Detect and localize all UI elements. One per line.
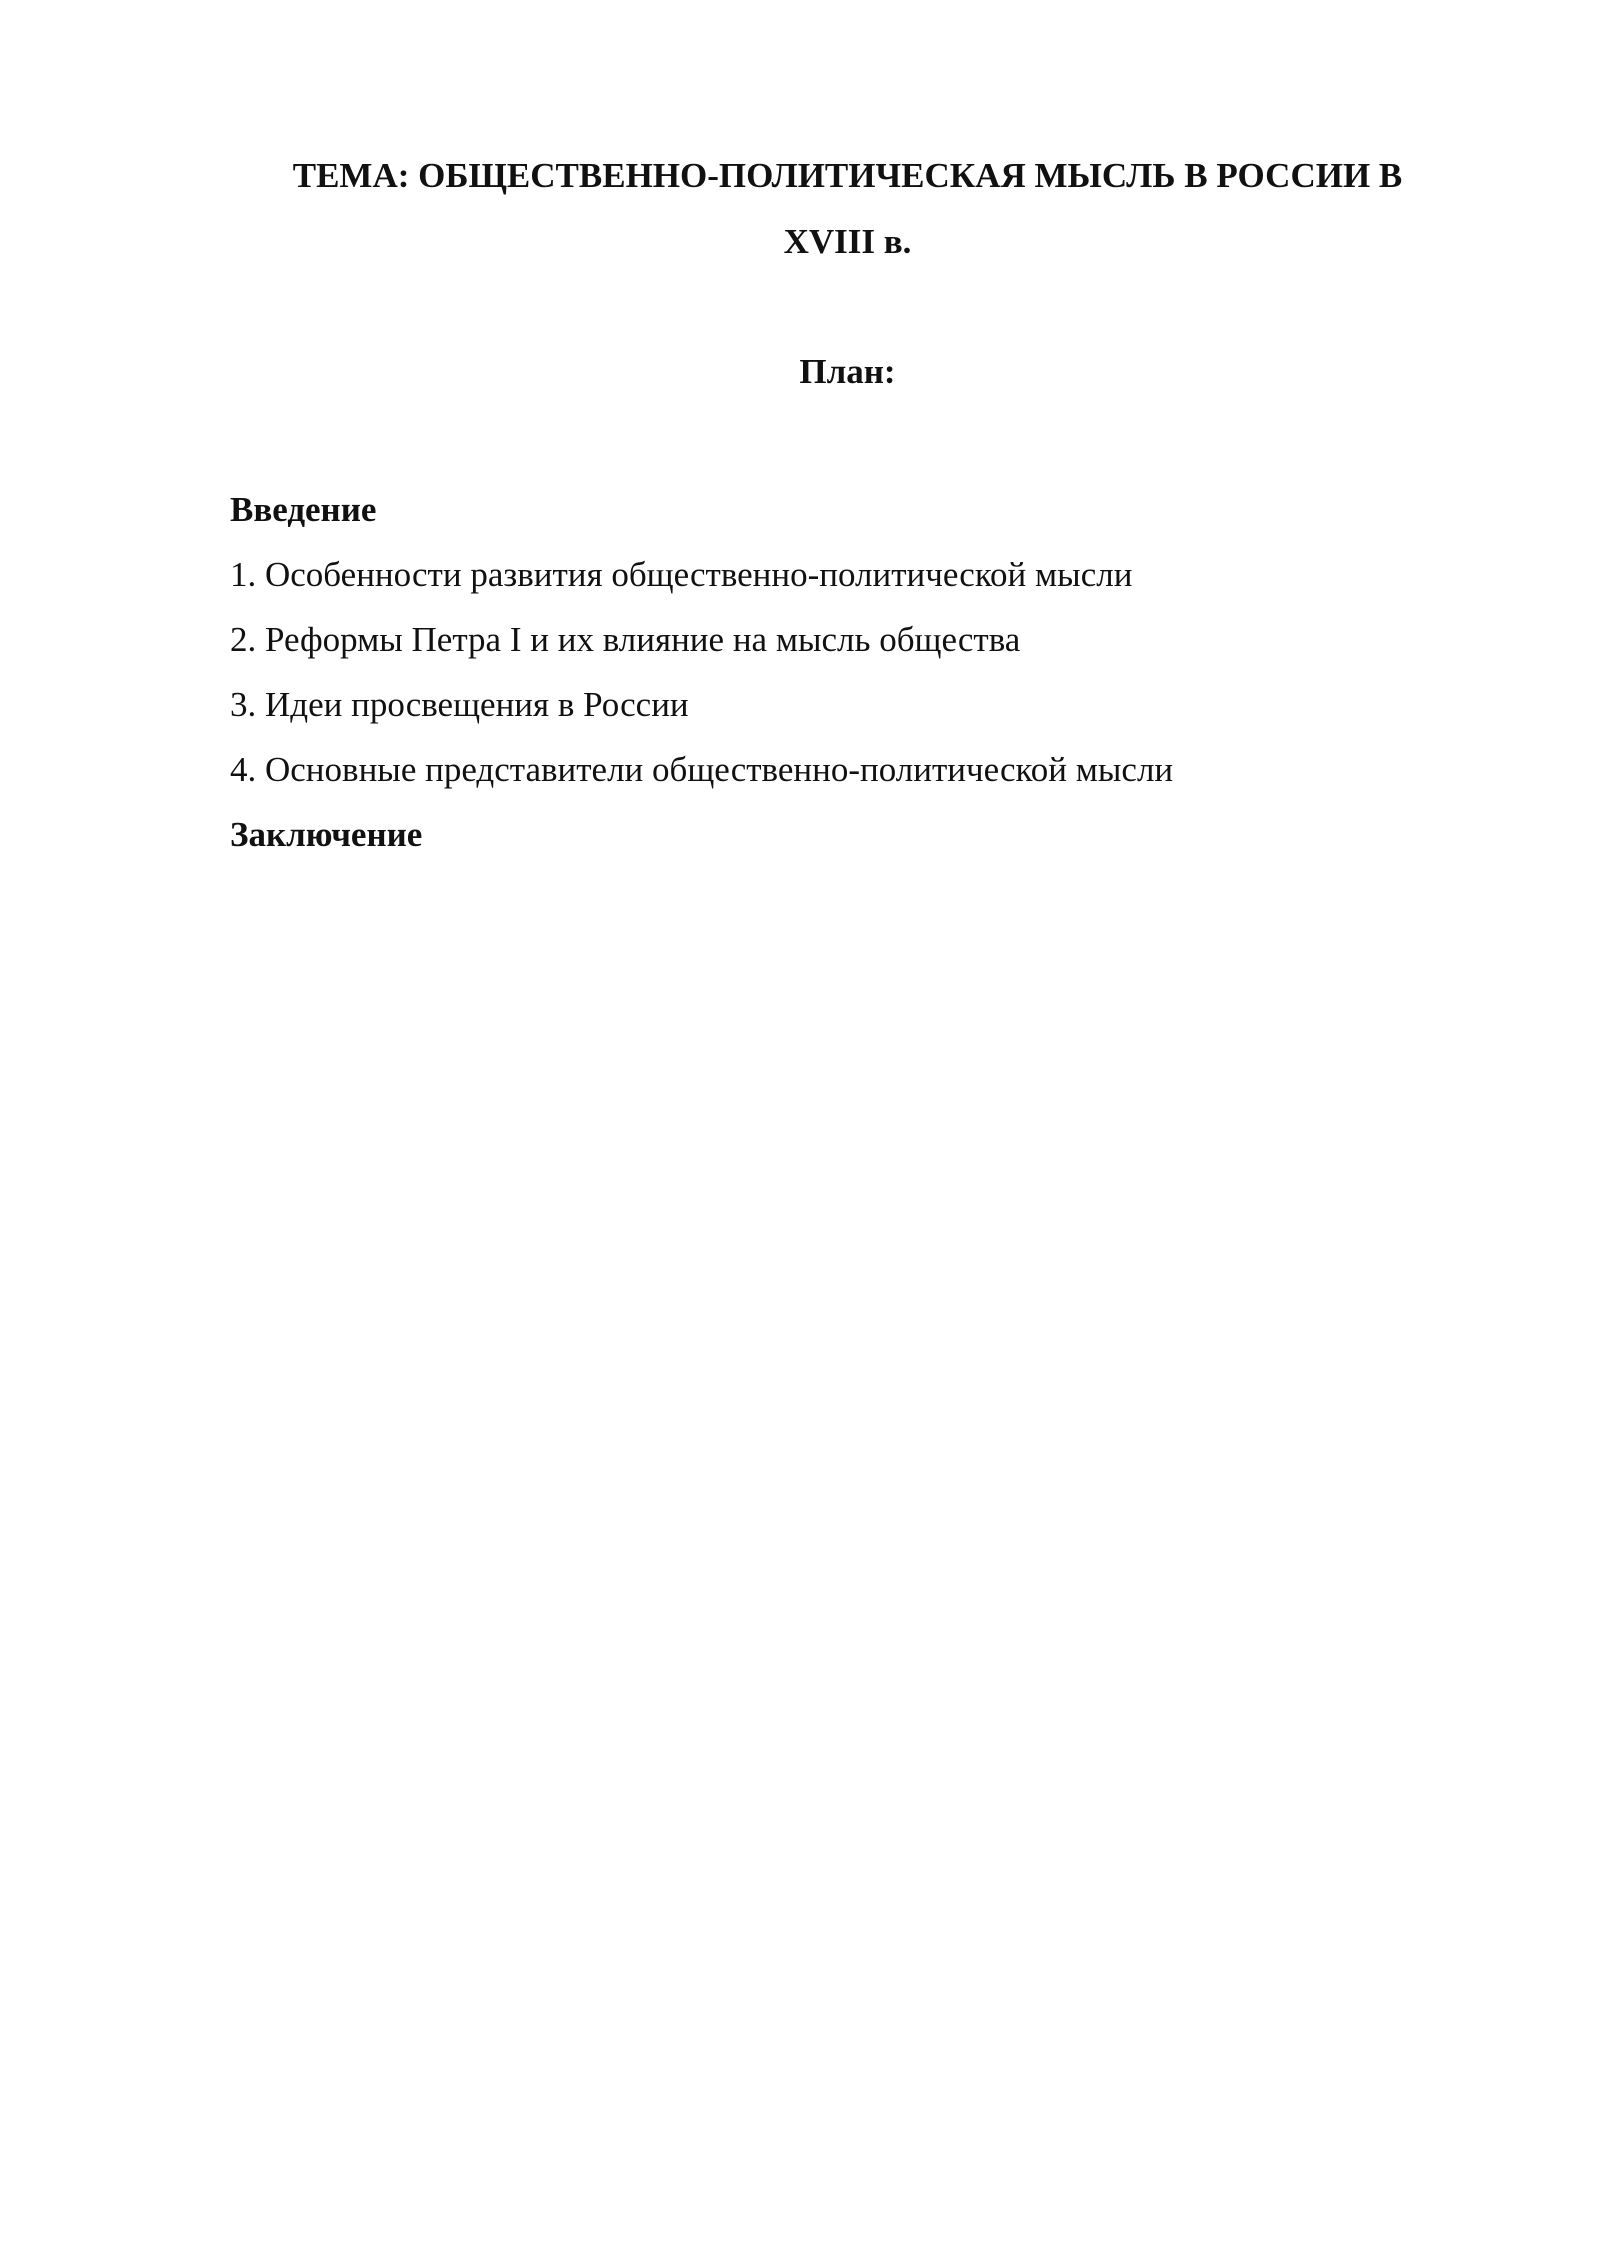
document-title: [230, 143, 1465, 275]
plan-item-1: 1. Особенности развития общественно-политической мысли: [230, 555, 1133, 594]
title-line-2: XVIII в.: [783, 222, 912, 261]
plan-list: [230, 477, 1173, 867]
plan-heading: План:: [799, 352, 896, 391]
plan-item-4: 4. Основные представители общественно-политической мысли: [230, 750, 1174, 789]
plan-item-3: 3. Идеи просвещения в России: [230, 685, 689, 724]
title-line-1: ТЕМА: ОБЩЕСТВЕННО-ПОЛИТИЧЕСКАЯ МЫСЛЬ В РОССИИ В: [292, 156, 1403, 195]
plan-item-introduction: Введение: [230, 490, 377, 529]
plan-item-conclusion: Заключение: [230, 815, 423, 854]
plan-item-2: 2. Реформы Петра I и их влияние на мысль общества: [230, 620, 1021, 659]
